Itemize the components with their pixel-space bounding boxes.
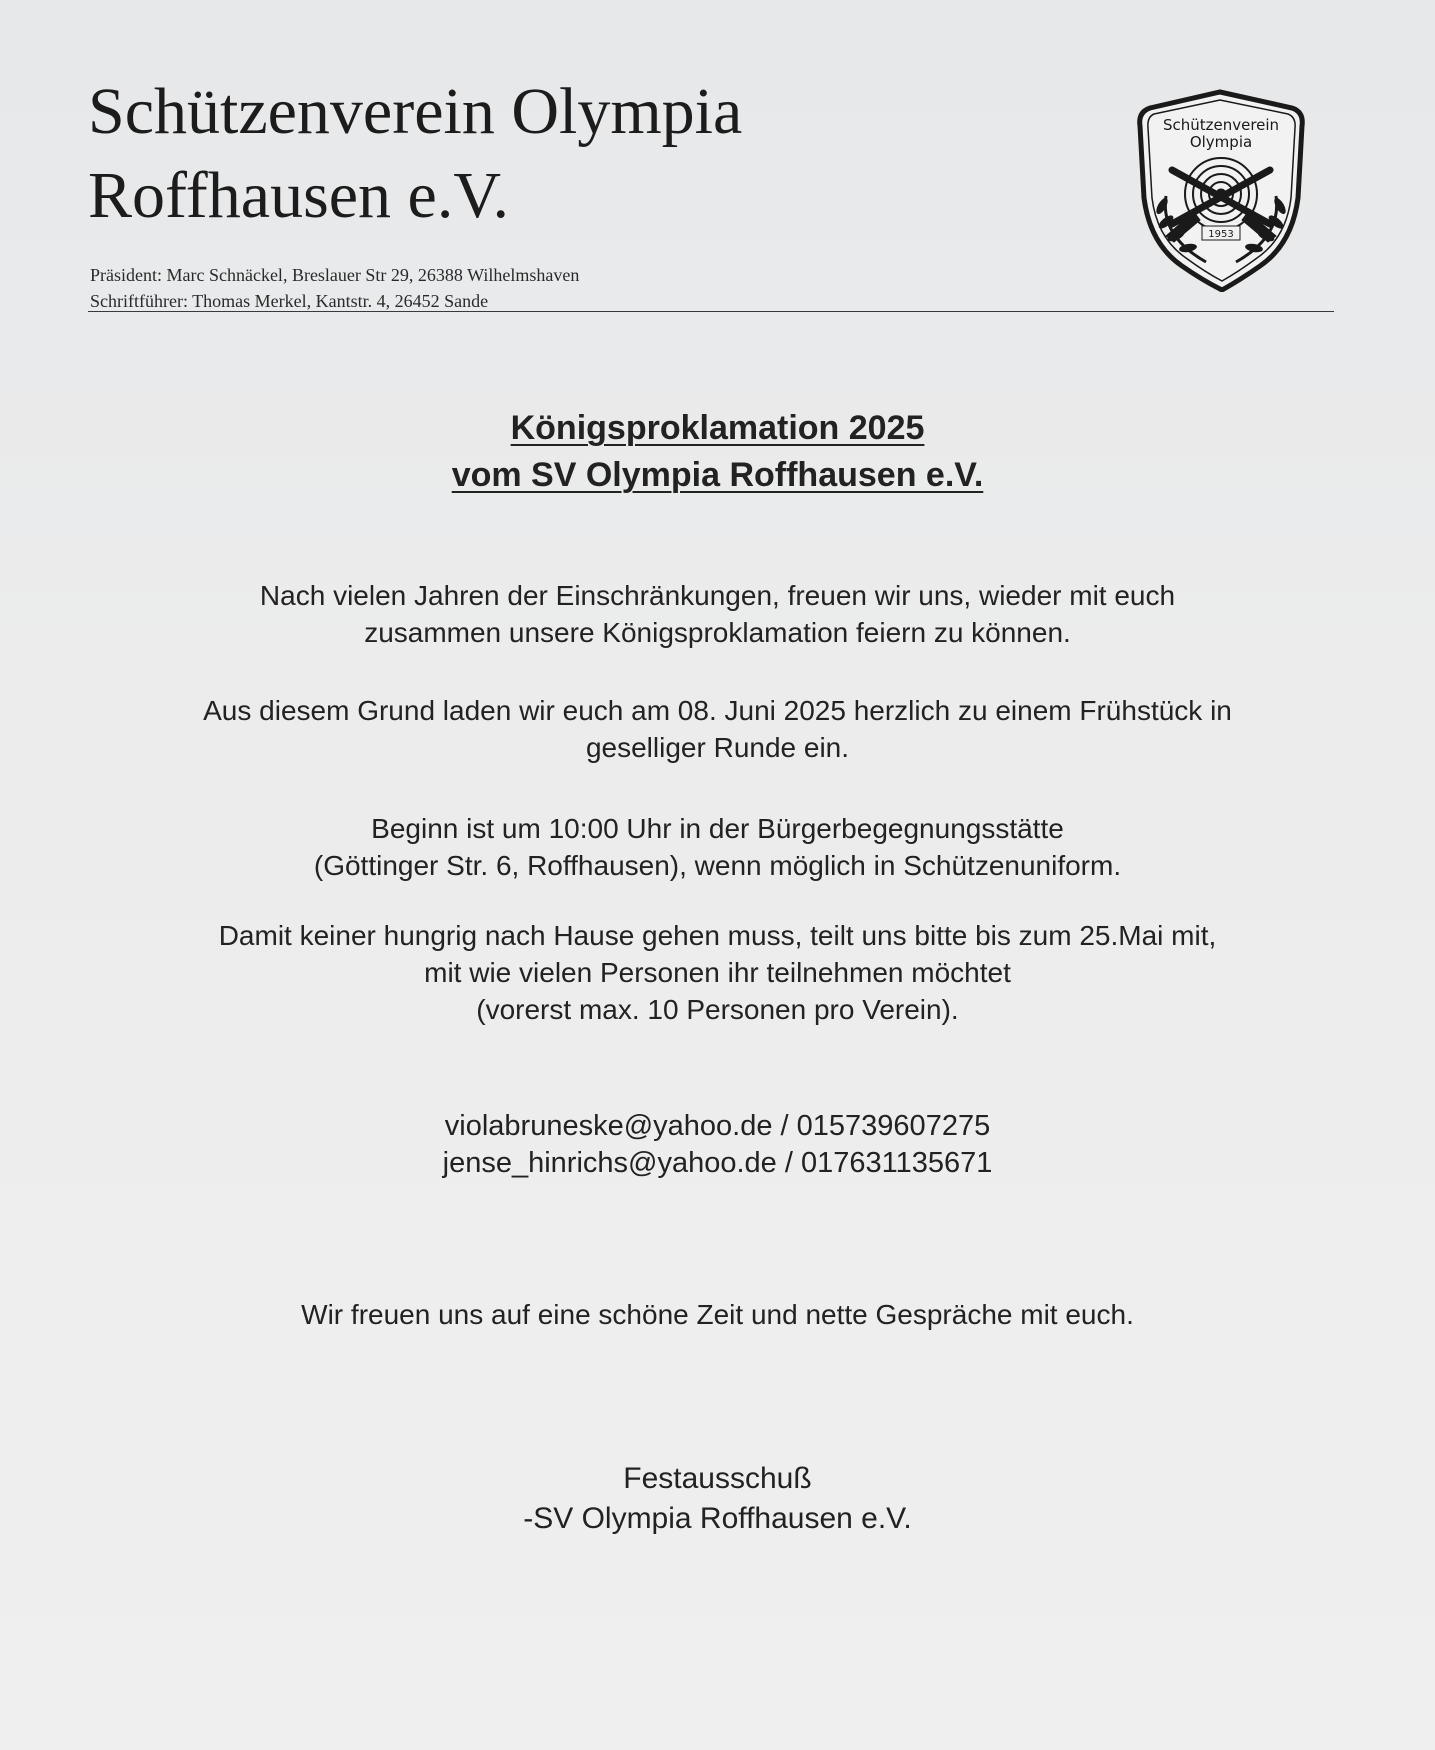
- crest-text-line1: Schützenverein: [1162, 116, 1280, 134]
- text-line: geselliger Runde ein.: [585, 732, 850, 763]
- text-line: Wir freuen uns auf eine schöne Zeit und nette Gespräche mit euch.: [301, 1299, 1134, 1330]
- header-divider: [88, 311, 1334, 312]
- officers-block: [90, 262, 579, 314]
- title-line2: vom SV Olympia Roffhausen e.V.: [451, 456, 984, 494]
- text-line: Nach vielen Jahren der Einschränkungen, freuen wir uns, wieder mit euch: [259, 580, 1176, 611]
- contact-line: jense_hinrichs@yahoo.de / 017631135671: [442, 1147, 993, 1179]
- secretary-line: Schriftführer: Thomas Merkel, Kantstr. 4, 26452 Sande: [90, 291, 489, 311]
- text-line: Beginn ist um 10:00 Uhr in der Bürgerbegegnungsstätte: [371, 813, 1064, 844]
- club-crest-icon: [1130, 86, 1312, 292]
- club-name: [88, 70, 742, 238]
- signature-line2: -SV Olympia Roffhausen e.V.: [523, 1502, 912, 1535]
- paragraph-registration: [60, 917, 1375, 1028]
- paragraph-intro: [60, 577, 1375, 651]
- crest-year: 1953: [1208, 229, 1234, 240]
- contact-list: [60, 1108, 1375, 1182]
- paragraph-closing: [60, 1296, 1375, 1333]
- text-line: (vorerst max. 10 Personen pro Verein).: [476, 994, 959, 1025]
- text-line: Damit keiner hungrig nach Hause gehen muss, teilt uns bitte bis zum 25.Mai mit,: [218, 920, 1217, 951]
- text-line: Aus diesem Grund laden wir euch am 08. Juni 2025 herzlich zu einem Frühstück in: [203, 695, 1232, 726]
- signature: [60, 1459, 1375, 1539]
- title-line1: Königsproklamation 2025: [510, 409, 925, 447]
- contact-line: violabruneske@yahoo.de / 015739607275: [444, 1110, 991, 1142]
- crest-text-line2: Olympia: [1189, 133, 1253, 151]
- paragraph-invitation: [60, 692, 1375, 766]
- text-line: zusammen unsere Königsproklamation feiern zu können.: [364, 617, 1071, 648]
- document-title: [0, 405, 1435, 499]
- club-name-line2: Roffhausen e.V.: [88, 159, 510, 232]
- text-line: mit wie vielen Personen ihr teilnehmen möchtet: [424, 957, 1011, 988]
- text-line: (Göttinger Str. 6, Roffhausen), wenn möglich in Schützenuniform.: [313, 850, 1122, 881]
- club-name-line1: Schützenverein Olympia: [88, 75, 743, 148]
- president-line: Präsident: Marc Schnäckel, Breslauer Str 29, 26388 Wilhelmshaven: [90, 265, 580, 285]
- signature-line1: Festausschuß: [623, 1462, 812, 1495]
- paragraph-start-time: [60, 810, 1375, 884]
